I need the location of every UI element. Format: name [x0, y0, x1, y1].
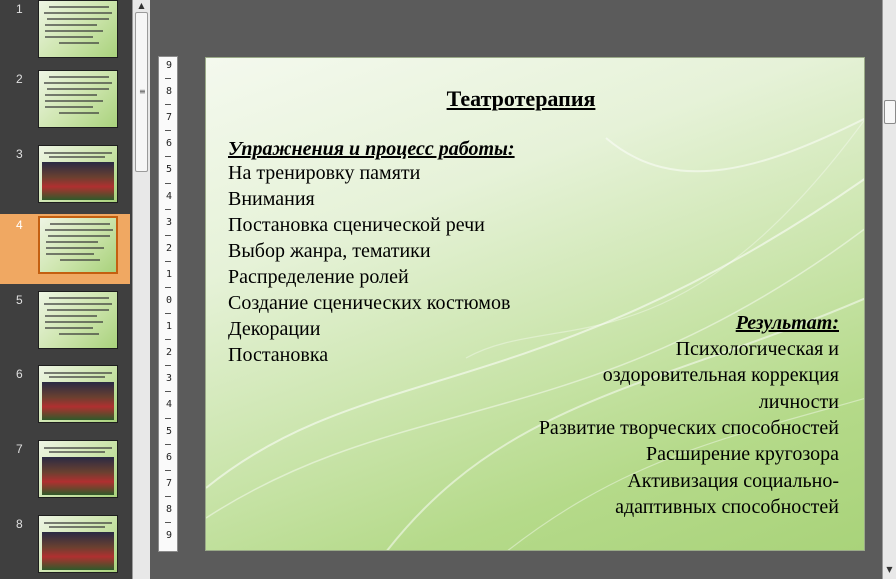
- thumbnail-number: 4: [16, 218, 23, 232]
- thumbnail-text-line: [46, 247, 104, 249]
- thumbnail-text-line: [44, 152, 112, 154]
- ruler-tick: [165, 444, 171, 445]
- slide-thumbnail-2[interactable]: [0, 68, 130, 138]
- exercise-item: Распределение ролей: [228, 266, 409, 288]
- slide-thumbnail-5[interactable]: [0, 289, 130, 359]
- thumbnail-photo: [42, 382, 114, 420]
- slide-canvas[interactable]: [205, 57, 865, 551]
- thumbnail-scroll-thumb[interactable]: [135, 12, 148, 172]
- slide-thumbnail-6[interactable]: [0, 363, 130, 433]
- ruler-label: 1: [165, 321, 173, 333]
- ruler-label: 4: [165, 399, 173, 411]
- ruler-tick: [165, 235, 171, 236]
- ruler-label: 3: [165, 373, 173, 385]
- thumbnail-text-line: [44, 303, 112, 305]
- thumbnail-text-line: [45, 36, 93, 38]
- thumbnail-text-line: [49, 76, 109, 78]
- ruler-label: 2: [165, 242, 173, 254]
- ruler-label: 6: [165, 451, 173, 463]
- exercise-item: Постановка: [228, 344, 329, 366]
- thumbnail-text-line: [59, 112, 99, 114]
- result-item: Расширение кругозора: [646, 443, 839, 466]
- thumbnail-text-line: [49, 297, 109, 299]
- thumbnail-preview: [38, 70, 118, 128]
- exercise-item: Выбор жанра, тематики: [228, 240, 431, 262]
- thumbnail-preview: [38, 145, 118, 203]
- ruler-tick: [165, 418, 171, 419]
- result-item: оздоровительная коррекция: [602, 364, 839, 387]
- ruler-label: 9: [165, 60, 173, 71]
- ruler-tick: [165, 470, 171, 471]
- ruler-label: 3: [165, 216, 173, 228]
- ruler-label: 9: [165, 530, 173, 541]
- thumbnail-preview: [38, 0, 118, 58]
- ruler-tick: [165, 391, 171, 392]
- ruler-tick: [165, 156, 171, 157]
- ruler-tick: [165, 130, 171, 131]
- result-item: Развитие творческих способностей: [538, 416, 839, 439]
- thumbnail-text-line: [49, 6, 109, 8]
- ruler-tick: [165, 287, 171, 288]
- thumbnail-text-line: [49, 376, 105, 378]
- slide-thumbnail-8[interactable]: [0, 513, 130, 579]
- thumbnail-number: 3: [16, 147, 23, 161]
- result-item: адаптивных способностей: [615, 495, 839, 518]
- exercise-item: Внимания: [228, 188, 315, 210]
- thumbnail-text-line: [45, 229, 113, 231]
- thumbnail-number: 8: [16, 517, 23, 531]
- ruler-label: 4: [165, 190, 173, 202]
- slide-scrollbar[interactable]: [882, 0, 896, 579]
- slide-scroll-thumb[interactable]: [884, 100, 896, 124]
- exercise-item: На тренировку памяти: [228, 162, 421, 184]
- thumbnail-text-line: [59, 333, 99, 335]
- thumbnail-text-line: [44, 372, 112, 374]
- scroll-grip-icon: ≡: [139, 87, 146, 96]
- thumbnail-preview: [38, 365, 118, 423]
- thumbnail-number: 6: [16, 367, 23, 381]
- thumbnail-text-line: [45, 327, 93, 329]
- thumbnail-text-line: [46, 241, 98, 243]
- thumbnail-text-line: [44, 447, 112, 449]
- thumbnail-text-line: [45, 100, 103, 102]
- result-item: Психологическая и: [675, 338, 839, 360]
- ruler-tick: [165, 365, 171, 366]
- thumbnail-text-line: [47, 88, 109, 90]
- ruler-label: 1: [165, 268, 173, 280]
- thumbnail-text-line: [44, 12, 112, 14]
- slide-thumbnail-1[interactable]: [0, 0, 130, 68]
- thumbnail-photo: [42, 162, 114, 200]
- slide-thumbnail-7[interactable]: [0, 438, 130, 508]
- thumbnail-number: 2: [16, 72, 23, 86]
- slide-title: Театротерапия: [446, 86, 596, 111]
- result-item: личности: [758, 390, 839, 413]
- ruler-label: 7: [165, 477, 173, 489]
- thumbnail-text-line: [60, 259, 100, 261]
- result-heading: Результат:: [735, 312, 839, 334]
- thumbnail-number: 1: [16, 2, 23, 16]
- thumbnail-text-line: [46, 253, 94, 255]
- thumbnail-text-line: [47, 309, 109, 311]
- thumbnail-text-line: [45, 94, 97, 96]
- exercise-item: Постановка сценической речи: [228, 214, 485, 236]
- ruler-tick: [165, 496, 171, 497]
- ruler-tick: [165, 104, 171, 105]
- thumbnail-text-line: [45, 315, 97, 317]
- thumbnail-photo: [42, 457, 114, 495]
- scroll-down-arrow-icon[interactable]: ▼: [886, 565, 893, 574]
- thumbnail-text-line: [47, 18, 109, 20]
- ruler-label: 2: [165, 347, 173, 359]
- thumbnail-number: 7: [16, 442, 23, 456]
- ruler-tick: [165, 209, 171, 210]
- ruler-label: 6: [165, 138, 173, 150]
- exercise-item: Создание сценических костюмов: [228, 292, 511, 314]
- thumbnail-preview: [38, 515, 118, 573]
- exercises-heading: Упражнения и процесс работы:: [228, 138, 515, 160]
- thumbnail-text-line: [44, 522, 112, 524]
- thumbnail-preview: [38, 291, 118, 349]
- ruler-label: 8: [165, 503, 173, 515]
- ruler-tick: [165, 522, 171, 523]
- thumbnail-number: 5: [16, 293, 23, 307]
- ruler-tick: [165, 261, 171, 262]
- thumbnail-text-line: [45, 30, 103, 32]
- thumbnail-text-line: [49, 451, 105, 453]
- thumbnail-preview: [38, 440, 118, 498]
- thumbnail-text-line: [45, 106, 93, 108]
- thumbnail-text-line: [49, 156, 105, 158]
- thumbnail-scrollbar[interactable]: [132, 0, 150, 579]
- thumbnail-text-line: [50, 223, 110, 225]
- scroll-up-arrow-icon[interactable]: ▲: [138, 1, 145, 10]
- thumbnail-text-line: [49, 526, 105, 528]
- ruler-label: 8: [165, 86, 173, 98]
- result-item: Активизация социально-: [627, 469, 839, 492]
- thumbnail-text-line: [48, 235, 110, 237]
- ruler-tick: [165, 313, 171, 314]
- ruler-label: 0: [165, 295, 173, 306]
- ruler-tick: [165, 78, 171, 79]
- slide-thumbnail-4[interactable]: [0, 214, 130, 284]
- thumbnail-text-line: [59, 42, 99, 44]
- ruler-label: 5: [165, 164, 173, 176]
- vertical-ruler: [158, 56, 178, 552]
- thumbnail-text-line: [45, 24, 97, 26]
- slide-thumbnail-3[interactable]: [0, 143, 130, 213]
- thumbnail-text-line: [44, 82, 112, 84]
- thumbnail-text-line: [45, 321, 103, 323]
- ruler-tick: [165, 339, 171, 340]
- ruler-tick: [165, 183, 171, 184]
- exercise-item: Декорации: [228, 318, 321, 340]
- ruler-label: 7: [165, 112, 173, 124]
- ruler-label: 5: [165, 425, 173, 437]
- thumbnail-preview: [38, 216, 118, 274]
- thumbnail-photo: [42, 532, 114, 570]
- slide-thumbnail-pane: [0, 0, 132, 579]
